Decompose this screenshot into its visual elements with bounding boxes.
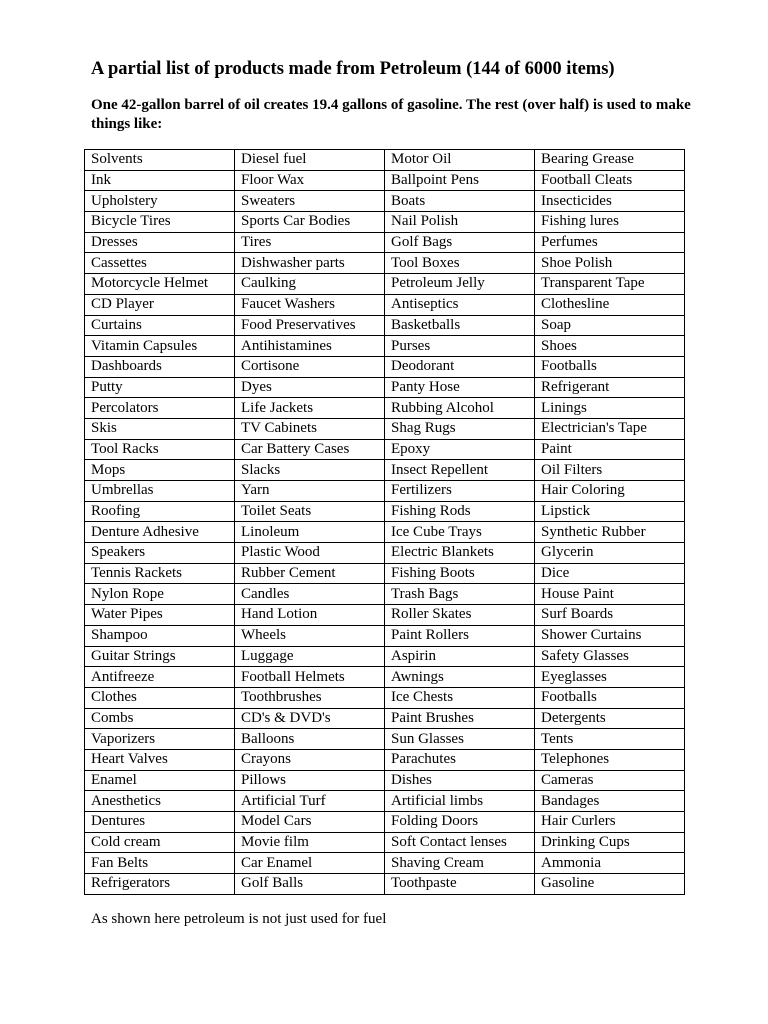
table-cell: Shoes	[535, 336, 685, 357]
table-cell: Electric Blankets	[385, 543, 535, 564]
table-cell: Toothbrushes	[235, 687, 385, 708]
table-cell: Insect Repellent	[385, 460, 535, 481]
table-cell: Electrician's Tape	[535, 418, 685, 439]
table-cell: Denture Adhesive	[85, 522, 235, 543]
table-cell: House Paint	[535, 584, 685, 605]
table-row	[85, 336, 685, 357]
table-cell: Ink	[85, 170, 235, 191]
table-cell: Oil Filters	[535, 460, 685, 481]
table-cell: Fishing lures	[535, 212, 685, 233]
table-cell: Slacks	[235, 460, 385, 481]
table-cell: Paint Rollers	[385, 625, 535, 646]
table-row	[85, 729, 685, 750]
table-row	[85, 687, 685, 708]
table-cell: Yarn	[235, 481, 385, 502]
table-cell: Golf Bags	[385, 232, 535, 253]
table-cell: Diesel fuel	[235, 150, 385, 171]
table-cell: Hand Lotion	[235, 605, 385, 626]
table-cell: Hair Coloring	[535, 481, 685, 502]
table-row	[85, 398, 685, 419]
table-cell: Paint Brushes	[385, 708, 535, 729]
table-cell: Combs	[85, 708, 235, 729]
table-row	[85, 667, 685, 688]
table-cell: Cortisone	[235, 356, 385, 377]
table-cell: Shag Rugs	[385, 418, 535, 439]
table-cell: Insecticides	[535, 191, 685, 212]
table-cell: Shower Curtains	[535, 625, 685, 646]
table-cell: Water Pipes	[85, 605, 235, 626]
table-cell: Umbrellas	[85, 481, 235, 502]
table-cell: Caulking	[235, 274, 385, 295]
table-cell: Transparent Tape	[535, 274, 685, 295]
table-row	[85, 874, 685, 895]
table-cell: Hair Curlers	[535, 812, 685, 833]
table-cell: Clothes	[85, 687, 235, 708]
table-cell: Cassettes	[85, 253, 235, 274]
table-cell: Shaving Cream	[385, 853, 535, 874]
table-cell: Crayons	[235, 749, 385, 770]
document-title: A partial list of products made from Petroleum (144 of 6000 items)	[91, 59, 615, 79]
table-cell: Fertilizers	[385, 481, 535, 502]
table-cell: Soft Contact lenses	[385, 832, 535, 853]
table-row	[85, 522, 685, 543]
table-cell: Panty Hose	[385, 377, 535, 398]
table-cell: Guitar Strings	[85, 646, 235, 667]
table-row	[85, 315, 685, 336]
table-cell: Football Cleats	[535, 170, 685, 191]
table-cell: Boats	[385, 191, 535, 212]
table-row	[85, 150, 685, 171]
table-cell: Speakers	[85, 543, 235, 564]
table-cell: Trash Bags	[385, 584, 535, 605]
table-cell: Dyes	[235, 377, 385, 398]
table-row	[85, 274, 685, 295]
table-row	[85, 749, 685, 770]
table-cell: Artificial Turf	[235, 791, 385, 812]
table-cell: Dice	[535, 563, 685, 584]
table-cell: Candles	[235, 584, 385, 605]
table-cell: Sweaters	[235, 191, 385, 212]
table-cell: Sun Glasses	[385, 729, 535, 750]
table-cell: Refrigerators	[85, 874, 235, 895]
table-cell: Petroleum Jelly	[385, 274, 535, 295]
table-cell: Dishes	[385, 770, 535, 791]
table-cell: Cold cream	[85, 832, 235, 853]
table-cell: Toothpaste	[385, 874, 535, 895]
footer-note: As shown here petroleum is not just used for fuel	[91, 911, 387, 927]
table-cell: Sports Car Bodies	[235, 212, 385, 233]
table-cell: Golf Balls	[235, 874, 385, 895]
table-cell: Basketballs	[385, 315, 535, 336]
table-cell: Rubber Cement	[235, 563, 385, 584]
products-table-body	[85, 150, 685, 895]
table-cell: Tool Boxes	[385, 253, 535, 274]
table-cell: Skis	[85, 418, 235, 439]
table-cell: Faucet Washers	[235, 294, 385, 315]
table-cell: Fan Belts	[85, 853, 235, 874]
table-cell: Vaporizers	[85, 729, 235, 750]
table-cell: Heart Valves	[85, 749, 235, 770]
table-cell: CD's & DVD's	[235, 708, 385, 729]
table-row	[85, 770, 685, 791]
table-cell: Model Cars	[235, 812, 385, 833]
table-cell: Nail Polish	[385, 212, 535, 233]
table-row	[85, 853, 685, 874]
table-cell: Awnings	[385, 667, 535, 688]
table-cell: Ice Chests	[385, 687, 535, 708]
table-row	[85, 791, 685, 812]
table-cell: Dresses	[85, 232, 235, 253]
table-cell: Paint	[535, 439, 685, 460]
table-cell: Cameras	[535, 770, 685, 791]
table-cell: Linings	[535, 398, 685, 419]
table-row	[85, 232, 685, 253]
table-cell: Refrigerant	[535, 377, 685, 398]
table-row	[85, 625, 685, 646]
table-cell: Eyeglasses	[535, 667, 685, 688]
table-cell: Dashboards	[85, 356, 235, 377]
table-cell: Balloons	[235, 729, 385, 750]
table-cell: Bicycle Tires	[85, 212, 235, 233]
table-cell: TV Cabinets	[235, 418, 385, 439]
table-cell: Nylon Rope	[85, 584, 235, 605]
table-cell: Tents	[535, 729, 685, 750]
table-row	[85, 543, 685, 564]
table-row	[85, 294, 685, 315]
intro-paragraph: One 42-gallon barrel of oil creates 19.4 gallons of gasoline. The rest (over half) is used to make things like:	[91, 97, 691, 132]
table-cell: Footballs	[535, 356, 685, 377]
table-row	[85, 191, 685, 212]
table-cell: Telephones	[535, 749, 685, 770]
table-cell: Anesthetics	[85, 791, 235, 812]
table-cell: Deodorant	[385, 356, 535, 377]
table-cell: Safety Glasses	[535, 646, 685, 667]
table-cell: Movie film	[235, 832, 385, 853]
table-row	[85, 460, 685, 481]
table-cell: Ice Cube Trays	[385, 522, 535, 543]
table-row	[85, 377, 685, 398]
table-cell: Clothesline	[535, 294, 685, 315]
table-cell: Bearing Grease	[535, 150, 685, 171]
table-cell: Roller Skates	[385, 605, 535, 626]
table-cell: Tennis Rackets	[85, 563, 235, 584]
table-cell: Shoe Polish	[535, 253, 685, 274]
table-cell: Shampoo	[85, 625, 235, 646]
table-cell: Antifreeze	[85, 667, 235, 688]
table-cell: Tires	[235, 232, 385, 253]
table-cell: CD Player	[85, 294, 235, 315]
table-row	[85, 605, 685, 626]
table-cell: Mops	[85, 460, 235, 481]
table-cell: Life Jackets	[235, 398, 385, 419]
table-cell: Artificial limbs	[385, 791, 535, 812]
table-cell: Ammonia	[535, 853, 685, 874]
table-cell: Ballpoint Pens	[385, 170, 535, 191]
table-cell: Soap	[535, 315, 685, 336]
table-row	[85, 501, 685, 522]
table-cell: Bandages	[535, 791, 685, 812]
table-row	[85, 812, 685, 833]
table-cell: Lipstick	[535, 501, 685, 522]
table-cell: Football Helmets	[235, 667, 385, 688]
table-row	[85, 708, 685, 729]
table-cell: Upholstery	[85, 191, 235, 212]
table-cell: Linoleum	[235, 522, 385, 543]
products-table	[84, 149, 685, 895]
table-cell: Pillows	[235, 770, 385, 791]
table-cell: Aspirin	[385, 646, 535, 667]
table-cell: Gasoline	[535, 874, 685, 895]
table-cell: Motor Oil	[385, 150, 535, 171]
table-cell: Putty	[85, 377, 235, 398]
table-cell: Detergents	[535, 708, 685, 729]
table-cell: Glycerin	[535, 543, 685, 564]
table-cell: Antiseptics	[385, 294, 535, 315]
table-cell: Floor Wax	[235, 170, 385, 191]
table-row	[85, 439, 685, 460]
table-cell: Wheels	[235, 625, 385, 646]
table-cell: Fishing Boots	[385, 563, 535, 584]
table-row	[85, 646, 685, 667]
table-row	[85, 481, 685, 502]
table-cell: Percolators	[85, 398, 235, 419]
table-cell: Enamel	[85, 770, 235, 791]
table-cell: Footballs	[535, 687, 685, 708]
table-row	[85, 563, 685, 584]
table-cell: Solvents	[85, 150, 235, 171]
table-row	[85, 170, 685, 191]
table-row	[85, 832, 685, 853]
table-cell: Antihistamines	[235, 336, 385, 357]
table-cell: Tool Racks	[85, 439, 235, 460]
table-cell: Folding Doors	[385, 812, 535, 833]
table-cell: Food Preservatives	[235, 315, 385, 336]
table-row	[85, 212, 685, 233]
table-cell: Dentures	[85, 812, 235, 833]
table-cell: Plastic Wood	[235, 543, 385, 564]
table-cell: Perfumes	[535, 232, 685, 253]
table-cell: Toilet Seats	[235, 501, 385, 522]
table-cell: Parachutes	[385, 749, 535, 770]
table-cell: Roofing	[85, 501, 235, 522]
table-cell: Motorcycle Helmet	[85, 274, 235, 295]
table-cell: Vitamin Capsules	[85, 336, 235, 357]
table-row	[85, 418, 685, 439]
table-cell: Car Enamel	[235, 853, 385, 874]
table-cell: Fishing Rods	[385, 501, 535, 522]
table-cell: Epoxy	[385, 439, 535, 460]
table-cell: Purses	[385, 336, 535, 357]
table-cell: Car Battery Cases	[235, 439, 385, 460]
table-cell: Dishwasher parts	[235, 253, 385, 274]
table-cell: Rubbing Alcohol	[385, 398, 535, 419]
table-cell: Curtains	[85, 315, 235, 336]
table-cell: Surf Boards	[535, 605, 685, 626]
table-row	[85, 253, 685, 274]
table-row	[85, 584, 685, 605]
table-cell: Drinking Cups	[535, 832, 685, 853]
table-cell: Luggage	[235, 646, 385, 667]
table-cell: Synthetic Rubber	[535, 522, 685, 543]
table-row	[85, 356, 685, 377]
